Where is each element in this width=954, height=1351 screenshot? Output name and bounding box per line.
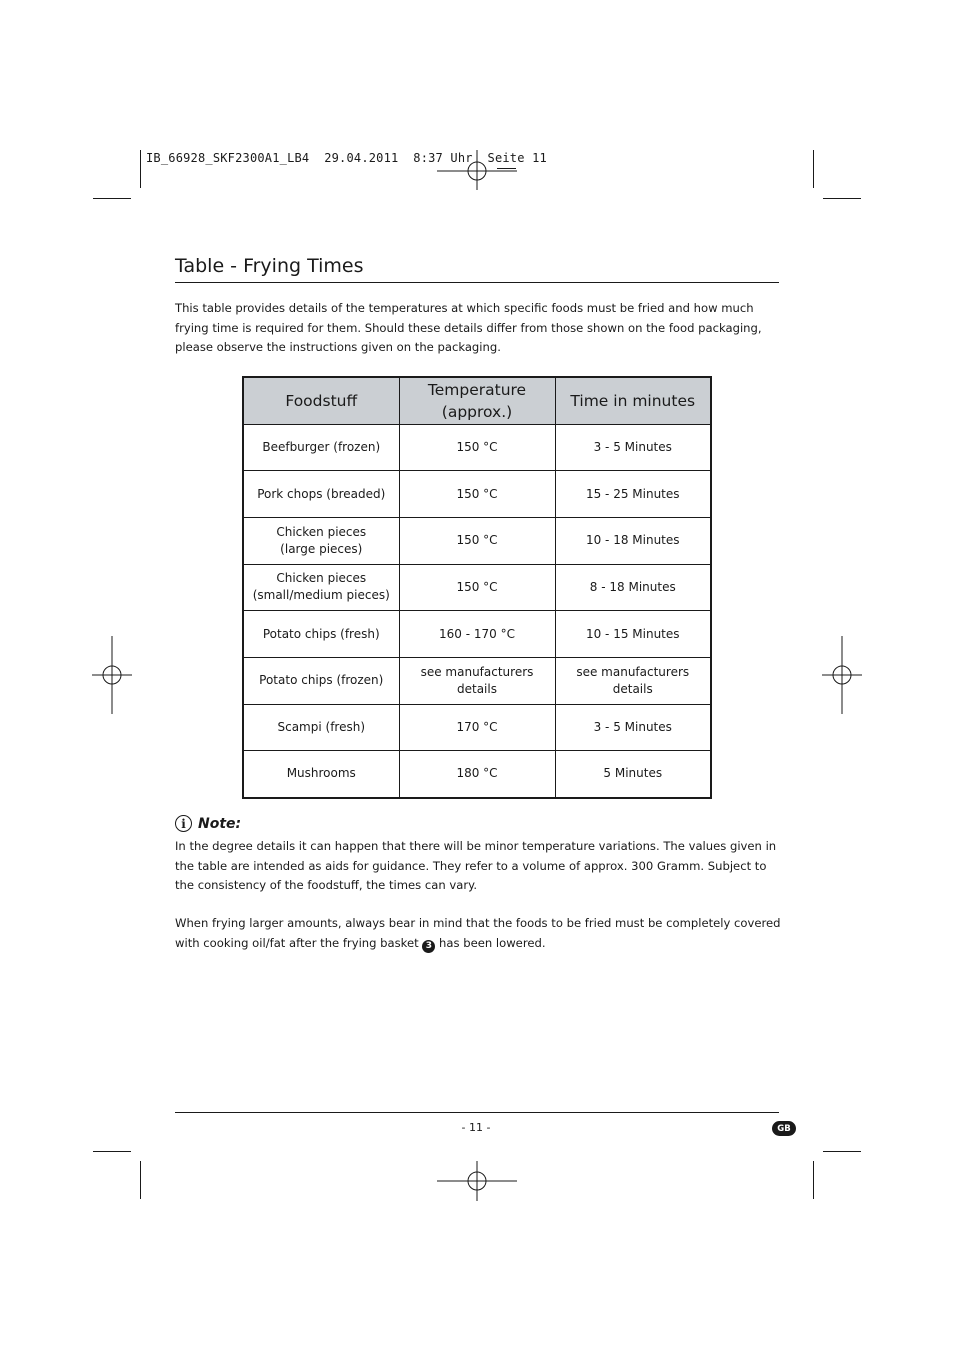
table-row bbox=[243, 657, 711, 704]
registration-mark-right bbox=[822, 636, 862, 714]
table-row bbox=[243, 471, 711, 518]
crop-mark bbox=[823, 1151, 861, 1152]
header-time: Time in minutes bbox=[555, 377, 711, 424]
crop-mark bbox=[93, 1151, 131, 1152]
title-rule bbox=[175, 282, 779, 283]
table-header-row bbox=[243, 377, 711, 424]
info-icon: i bbox=[175, 815, 192, 832]
cell-time: 5 Minutes bbox=[555, 751, 711, 798]
crop-mark bbox=[140, 150, 141, 188]
cell-temperature: 150 °C bbox=[399, 471, 555, 518]
table-row bbox=[243, 751, 711, 798]
header-foodstuff: Foodstuff bbox=[243, 377, 399, 424]
crop-mark bbox=[93, 198, 131, 199]
cell-time: 8 - 18 Minutes bbox=[555, 564, 711, 611]
cell-time: 10 - 15 Minutes bbox=[555, 611, 711, 658]
cell-time: 3 - 5 Minutes bbox=[555, 704, 711, 751]
crop-mark bbox=[140, 1161, 141, 1199]
cell-time: see manufacturers details bbox=[555, 657, 711, 704]
cell-time: 3 - 5 Minutes bbox=[555, 424, 711, 471]
header-temperature: Temperature (approx.) bbox=[399, 377, 555, 424]
frying-times-table bbox=[242, 376, 712, 799]
crop-mark bbox=[823, 198, 861, 199]
cell-temperature: 160 - 170 °C bbox=[399, 611, 555, 658]
cell-foodstuff: Pork chops (breaded) bbox=[243, 471, 399, 518]
cell-temperature: 150 °C bbox=[399, 564, 555, 611]
basket-text-before: When frying larger amounts, always bear in mind that the foods to be fried must be completely covered with cooking oil/fat after the frying basket bbox=[175, 916, 781, 950]
cell-temperature: see manufacturers details bbox=[399, 657, 555, 704]
table-row bbox=[243, 611, 711, 658]
table-row bbox=[243, 564, 711, 611]
intro-paragraph: This table provides details of the temperatures at which specific foods must be fried and how much frying time is required for them. Should these details differ from those shown on the food packaging, please observe the instructions given on the packaging. bbox=[175, 301, 762, 354]
note-label: Note: bbox=[198, 815, 242, 832]
registration-mark-bottom bbox=[437, 1161, 517, 1201]
note-heading bbox=[175, 815, 241, 832]
basket-text-after: has been lowered. bbox=[439, 935, 546, 950]
footer-rule bbox=[175, 1112, 779, 1113]
cell-foodstuff: Chicken pieces (large pieces) bbox=[243, 517, 399, 564]
slug-underline bbox=[497, 168, 516, 169]
cell-time: 15 - 25 Minutes bbox=[555, 471, 711, 518]
page-title: Table - Frying Times bbox=[175, 255, 364, 277]
cell-foodstuff: Scampi (fresh) bbox=[243, 704, 399, 751]
cell-foodstuff: Beefburger (frozen) bbox=[243, 424, 399, 471]
crop-mark bbox=[813, 1161, 814, 1199]
table-row bbox=[243, 704, 711, 751]
registration-mark-left bbox=[92, 636, 132, 714]
cell-time: 10 - 18 Minutes bbox=[555, 517, 711, 564]
cell-foodstuff: Potato chips (fresh) bbox=[243, 611, 399, 658]
part-number-3-icon: 3 bbox=[422, 940, 435, 953]
page-number: - 11 - bbox=[461, 1121, 491, 1134]
crop-mark bbox=[813, 150, 814, 188]
language-badge: GB bbox=[772, 1121, 796, 1136]
print-slug: IB_66928_SKF2300A1_LB4 29.04.2011 8:37 Uhr Seite 11 bbox=[146, 151, 547, 165]
cell-foodstuff: Potato chips (frozen) bbox=[243, 657, 399, 704]
cell-foodstuff: Mushrooms bbox=[243, 751, 399, 798]
cell-temperature: 170 °C bbox=[399, 704, 555, 751]
cell-temperature: 180 °C bbox=[399, 751, 555, 798]
table-row bbox=[243, 424, 711, 471]
basket-paragraph bbox=[175, 914, 785, 953]
table-row bbox=[243, 517, 711, 564]
note-paragraph: In the degree details it can happen that there will be minor temperature variations. The values given in the table are intended as aids for guidance. They refer to a volume of approx. 300 Gramm. Subject to the consistency of the foodstuff, the times can vary. bbox=[175, 839, 777, 892]
cell-foodstuff: Chicken pieces (small/medium pieces) bbox=[243, 564, 399, 611]
cell-temperature: 150 °C bbox=[399, 517, 555, 564]
cell-temperature: 150 °C bbox=[399, 424, 555, 471]
